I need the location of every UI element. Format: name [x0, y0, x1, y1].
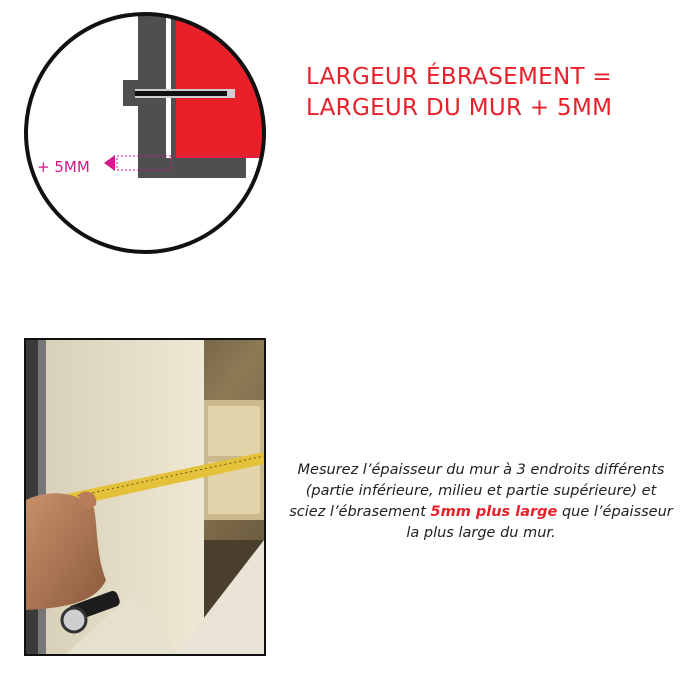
headline [306, 62, 686, 124]
instructions-emphasis: 5mm plus large [430, 504, 558, 520]
instructions-text [286, 460, 676, 544]
instructions-part-2: que l’épaisseur la plus large du mur. [406, 504, 673, 541]
photo-illustration [26, 340, 264, 654]
jamb-lip [138, 158, 246, 178]
wall-detail-diagram [0, 0, 280, 270]
headline-line-2: LARGEUR DU MUR + 5MM [306, 95, 613, 121]
offset-label: + 5MM [37, 158, 90, 176]
measuring-wall-photo [24, 338, 266, 656]
headline-line-1: LARGEUR ÉBRASEMENT = [306, 64, 612, 90]
instructions-part-1: Mesurez l’épaisseur du mur à 3 endroits différents (partie inférieure, milieu et partie supérieure) et sciez l’ébrasement [289, 462, 665, 520]
